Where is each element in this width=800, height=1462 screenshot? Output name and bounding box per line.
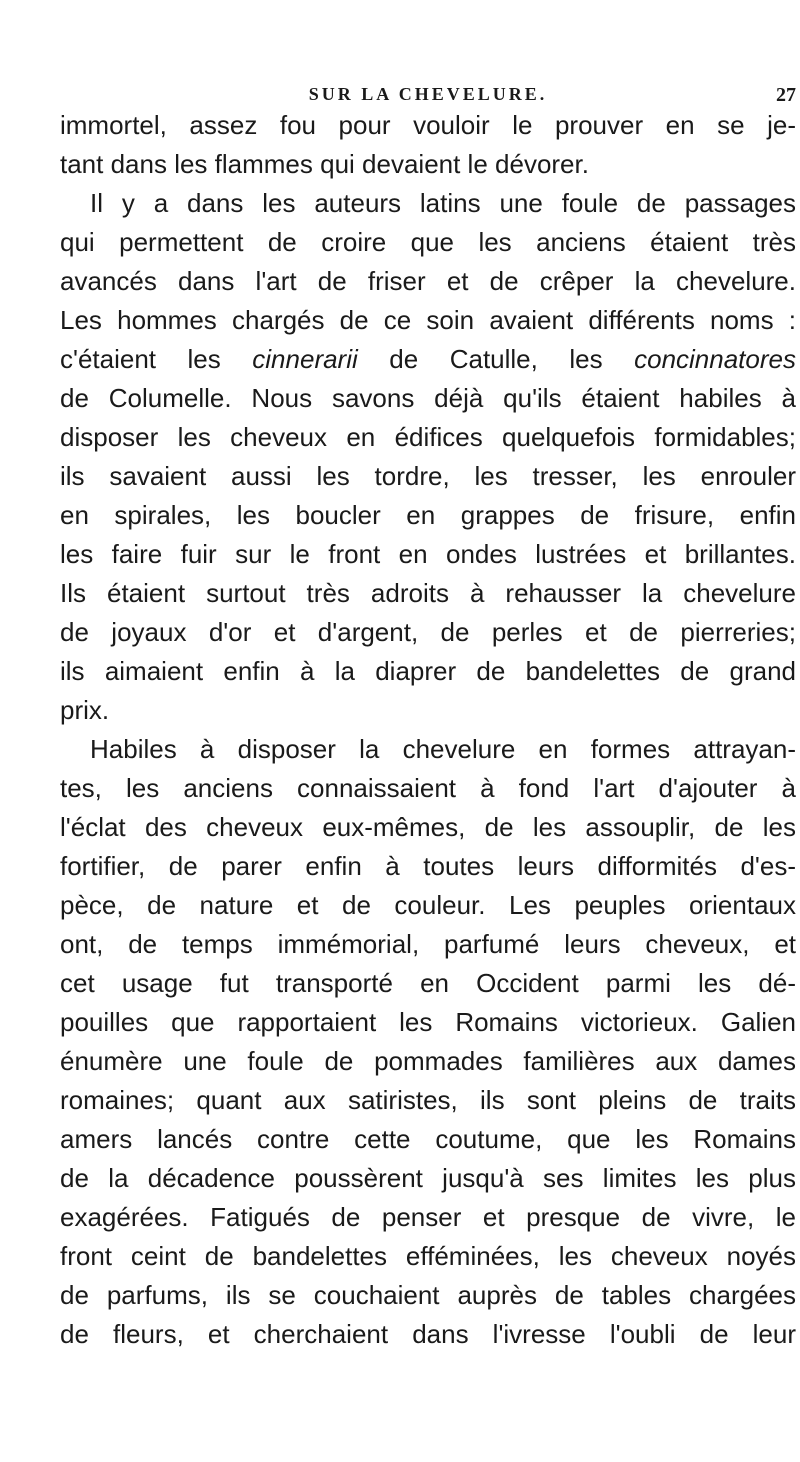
italic-term: cinnerarii [252,344,358,374]
text-run: tes, les anciens connaissaient à fond l'art d'ajouter à [60,773,796,803]
text-line [60,1276,796,1315]
text-line [60,925,796,964]
text-run: les faire fuir sur le front en ondes lustrées et brillantes. [60,539,796,569]
text-line [60,730,796,769]
text-line [60,1120,796,1159]
text-line [60,1042,796,1081]
text-run: de Catulle, les [357,344,635,374]
text-run: ont, de temps immémorial, parfumé leurs cheveux, et [60,929,796,959]
text-run: de parfums, ils se couchaient auprès de tables chargées [60,1280,796,1310]
text-run: de la décadence poussèrent jusqu'à ses limites les plus [60,1163,796,1193]
text-line [60,457,796,496]
text-line [60,223,796,262]
text-line [60,1198,796,1237]
text-run: disposer les cheveux en édifices quelquefois formidables; [60,422,796,452]
running-head [60,84,796,108]
text-line [60,1237,796,1276]
text-line [60,301,796,340]
text-line [60,886,796,925]
text-run: qui permettent de croire que les anciens étaient très [60,227,796,257]
text-run: l'éclat des cheveux eux-mêmes, de les assouplir, de les [60,812,796,842]
text-run: Il y a dans les auteurs latins une foule de passages [90,188,796,218]
text-run: pouilles que rapportaient les Romains victorieux. Galien [60,1007,796,1037]
text-run: Ils étaient surtout très adroits à rehausser la chevelure [60,578,796,608]
text-line [60,340,796,379]
text-run: fortifier, de parer enfin à toutes leurs difformités d'es- [60,851,796,881]
text-line [60,184,796,223]
text-run: cet usage fut transporté en Occident parmi les dé- [60,968,796,998]
text-run: immortel, assez fou pour vouloir le prouver en se je- [60,110,796,140]
text-run: front ceint de bandelettes efféminées, les cheveux noyés [60,1241,796,1271]
text-run: énumère une foule de pommades familières aux dames [60,1046,796,1076]
text-line [60,1315,796,1354]
text-line [60,769,796,808]
text-line [60,535,796,574]
text-line [60,1003,796,1042]
text-run: prix. [60,695,110,725]
text-run: ils savaient aussi les tordre, les tresser, les enrouler [60,461,796,491]
running-title: SUR LA CHEVELURE. [308,84,548,104]
text-run: en spirales, les boucler en grappes de frisure, enfin [60,500,796,530]
text-run: de joyaux d'or et d'argent, de perles et de pierreries; [60,617,796,647]
text-run: ils aimaient enfin à la diaprer de bandelettes de grand [60,656,796,686]
text-run: de fleurs, et cherchaient dans l'ivresse l'oubli de leur [60,1319,796,1349]
text-run: pèce, de nature et de couleur. Les peuples orientaux [60,890,796,920]
text-line [60,613,796,652]
text-line [60,145,796,184]
italic-term: concinnatores [634,344,796,374]
text-line [60,808,796,847]
text-run: Habiles à disposer la chevelure en formes attrayan- [90,734,796,764]
text-line [60,847,796,886]
text-run: exagérées. Fatigués de penser et presque de vivre, le [60,1202,796,1232]
text-line [60,574,796,613]
text-run: amers lancés contre cette coutume, que les Romains [60,1124,796,1154]
text-run: romaines; quant aux satiristes, ils sont pleins de traits [60,1085,796,1115]
text-line [60,262,796,301]
text-run: Les hommes chargés de ce soin avaient différents noms : [60,305,796,335]
text-line [60,106,796,145]
text-line [60,1159,796,1198]
text-line [60,418,796,457]
text-line [60,1081,796,1120]
text-run: de Columelle. Nous savons déjà qu'ils étaient habiles à [60,383,796,413]
text-run: c'étaient les [60,344,253,374]
text-line [60,691,796,730]
body-text [60,106,796,1354]
text-line [60,496,796,535]
text-run: avancés dans l'art de friser et de crêper la chevelure. [60,266,796,296]
text-line [60,964,796,1003]
page-number: 27 [776,84,796,106]
text-line [60,379,796,418]
text-run: tant dans les flammes qui devaient le dévorer. [60,149,589,179]
text-line [60,652,796,691]
